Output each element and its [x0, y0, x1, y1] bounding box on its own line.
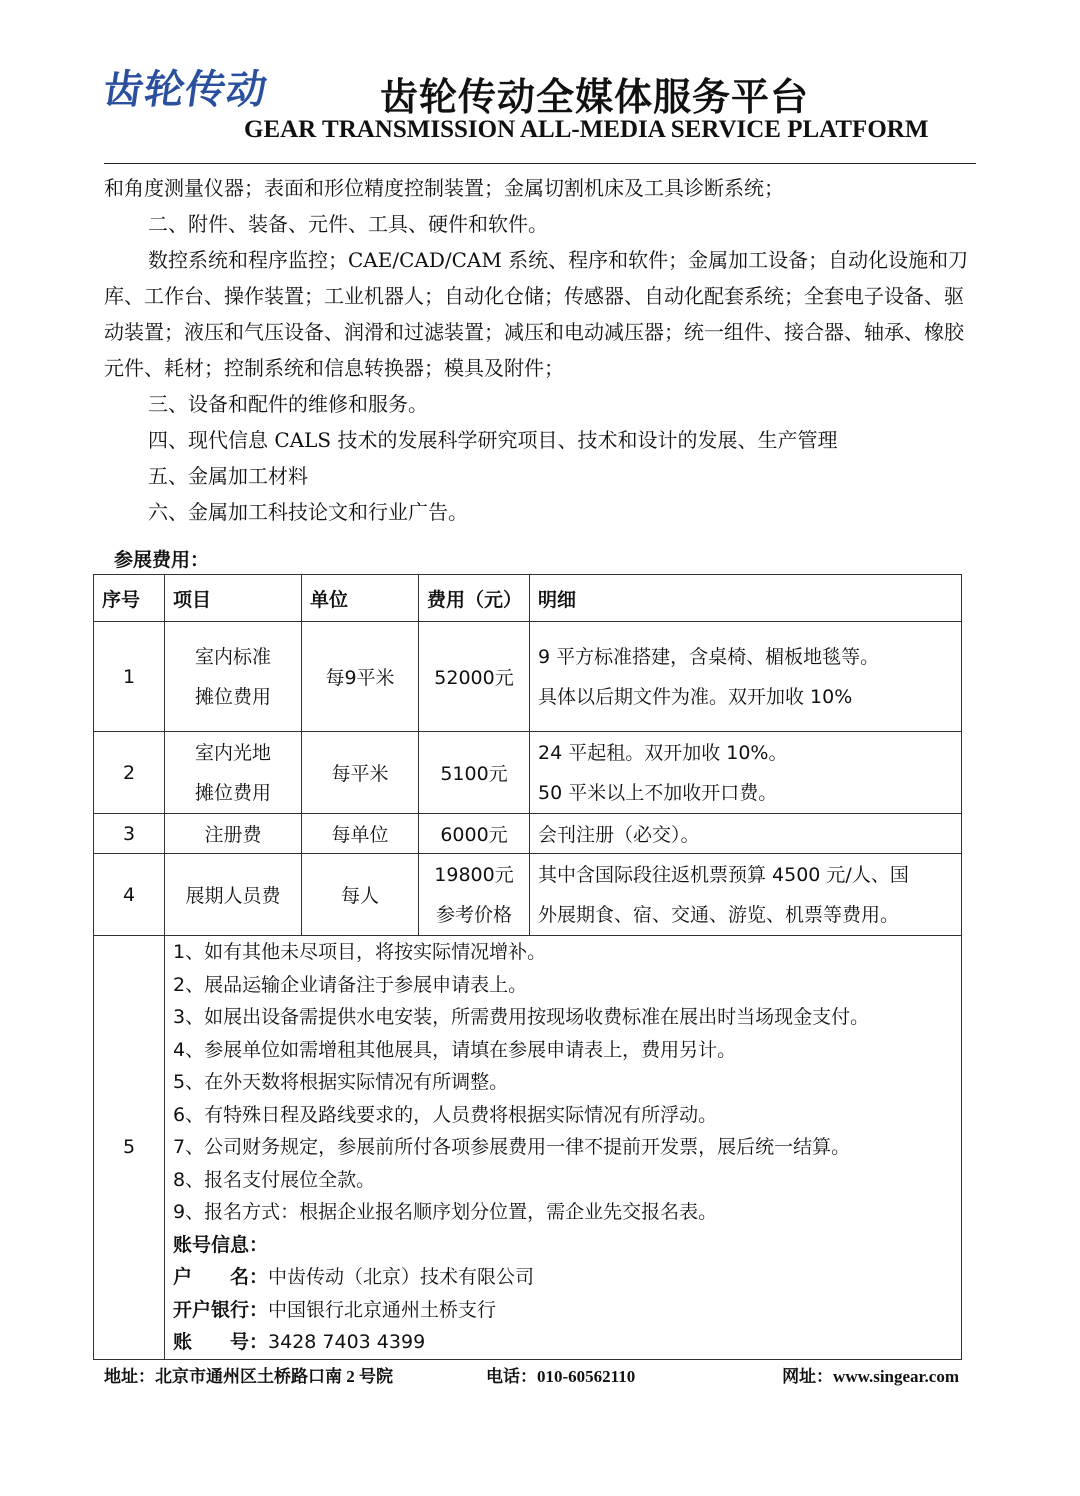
row-number: 4: [94, 854, 165, 936]
table-row: [94, 854, 962, 936]
table-row: [94, 622, 962, 732]
body-line: 数控系统和程序监控；CAE/CAD/CAM 系统、程序和软件；金属加工设备；自动化设施和刀库、工作台、操作装置；工业机器人；自动化仓储；传感器、自动化配套系统；全套电子设备、驱动装置；液压和气压设备、润滑和过滤装置；减压和电动减压器；统一组件、接合器、轴承、橡胶元件、耗材；控制系统和信息转换器；模具及附件；: [104, 248, 969, 380]
detail-cell: 其中含国际段往返机票预算 4500 元/人、国 外展期食、宿、交通、游览、机票等费用。: [530, 854, 962, 936]
column-header: 单位: [302, 575, 419, 622]
item-cell: 室内标准 摊位费用: [165, 622, 302, 732]
account-name-label: 户 名：: [173, 1266, 269, 1288]
cost-cell: 5100元: [419, 732, 530, 814]
exhibit-scope-text: [104, 170, 976, 530]
account-number-line: [173, 1326, 953, 1359]
note-item: 7、公司财务规定，参展前所付各项参展费用一律不提前开发票，展后统一结算。: [173, 1136, 851, 1158]
row-number: 5: [94, 936, 165, 1360]
body-line: 二、附件、装备、元件、工具、硬件和软件。: [148, 212, 548, 236]
detail-cell: 24 平起租。双开加收 10%。 50 平米以上不加收开口费。: [530, 732, 962, 814]
row-number: 2: [94, 732, 165, 814]
note-item: 8、报名支付展位全款。: [173, 1168, 376, 1191]
item-cell: 展期人员费: [165, 854, 302, 936]
table-header-row: [94, 575, 962, 622]
fees-table: [93, 574, 962, 1360]
account-name-line: [173, 1261, 953, 1294]
note-item: 6、有特殊日程及路线要求的，人员费将根据实际情况有所浮动。: [173, 1103, 718, 1126]
column-header: 项目: [165, 575, 302, 622]
table-row: [94, 732, 962, 814]
detail-cell: 会刊注册（必交）。: [530, 814, 962, 854]
note-item: 2、展品运输企业请备注于参展申请表上。: [173, 973, 528, 996]
note-item: 9、报名方式：根据企业报名顺序划分位置，需企业先交报名表。: [173, 1201, 718, 1223]
platform-subtitle: GEAR TRANSMISSION ALL-MEDIA SERVICE PLATFORM: [244, 116, 929, 143]
footer-address: 地址：北京市通州区土桥路口南 2 号院: [104, 1367, 393, 1386]
column-header: 序号: [94, 575, 165, 622]
account-heading: 账号信息：: [173, 1233, 269, 1256]
note-item: 1、如有其他未尽项目，将按实际情况增补。: [173, 941, 547, 963]
table-row: [94, 814, 962, 854]
account-bank-label: 开户银行：: [173, 1298, 269, 1321]
body-line: 六、金属加工科技论文和行业广告。: [148, 500, 468, 524]
body-line: 和角度测量仪器；表面和形位精度控制装置；金属切割机床及工具诊断系统；: [104, 176, 784, 200]
notes-cell: [165, 936, 962, 1360]
account-number-label: 账 号：: [173, 1331, 269, 1353]
header-divider: [104, 163, 976, 164]
body-line: 四、现代信息 CALS 技术的发展科学研究项目、技术和设计的发展、生产管理: [148, 428, 838, 452]
footer-phone: 电话：010-60562110: [486, 1367, 636, 1386]
note-item: 3、如展出设备需提供水电安装，所需费用按现场收费标准在展出时当场现金支付。: [173, 1006, 870, 1028]
account-bank-line: [173, 1294, 953, 1327]
column-header: 费用（元）: [419, 575, 530, 622]
account-number: 3428 7403 4399: [268, 1331, 426, 1353]
item-cell: 注册费: [165, 814, 302, 854]
cost-cell: 6000元: [419, 814, 530, 854]
unit-cell: 每单位: [302, 814, 419, 854]
logo: 齿轮传动: [100, 67, 271, 113]
unit-cell: 每平米: [302, 732, 419, 814]
unit-cell: 每9平米: [302, 622, 419, 732]
table-row-notes: [94, 936, 962, 1360]
note-item: 5、在外天数将根据实际情况有所调整。: [173, 1071, 509, 1093]
detail-cell: 9 平方标准搭建，含桌椅、楣板地毯等。 具体以后期文件为准。双开加收 10%: [530, 622, 962, 732]
row-number: 3: [94, 814, 165, 854]
platform-title: 齿轮传动全媒体服务平台: [380, 75, 810, 119]
column-header: 明细: [530, 575, 962, 622]
fees-heading: 参展费用：: [114, 549, 210, 571]
cost-cell: 19800元 参考价格: [419, 854, 530, 936]
unit-cell: 每人: [302, 854, 419, 936]
row-number: 1: [94, 622, 165, 732]
item-cell: 室内光地 摊位费用: [165, 732, 302, 814]
account-bank: 中国银行北京通州土桥支行: [268, 1298, 497, 1321]
body-line: 五、金属加工材料: [148, 464, 308, 488]
cost-cell: 52000元: [419, 622, 530, 732]
footer-website: 网址：www.singear.com: [782, 1367, 959, 1386]
account-name: 中齿传动（北京）技术有限公司: [268, 1266, 535, 1288]
body-line: 三、设备和配件的维修和服务。: [148, 392, 428, 416]
note-item: 4、参展单位如需增租其他展具，请填在参展申请表上，费用另计。: [173, 1038, 737, 1061]
